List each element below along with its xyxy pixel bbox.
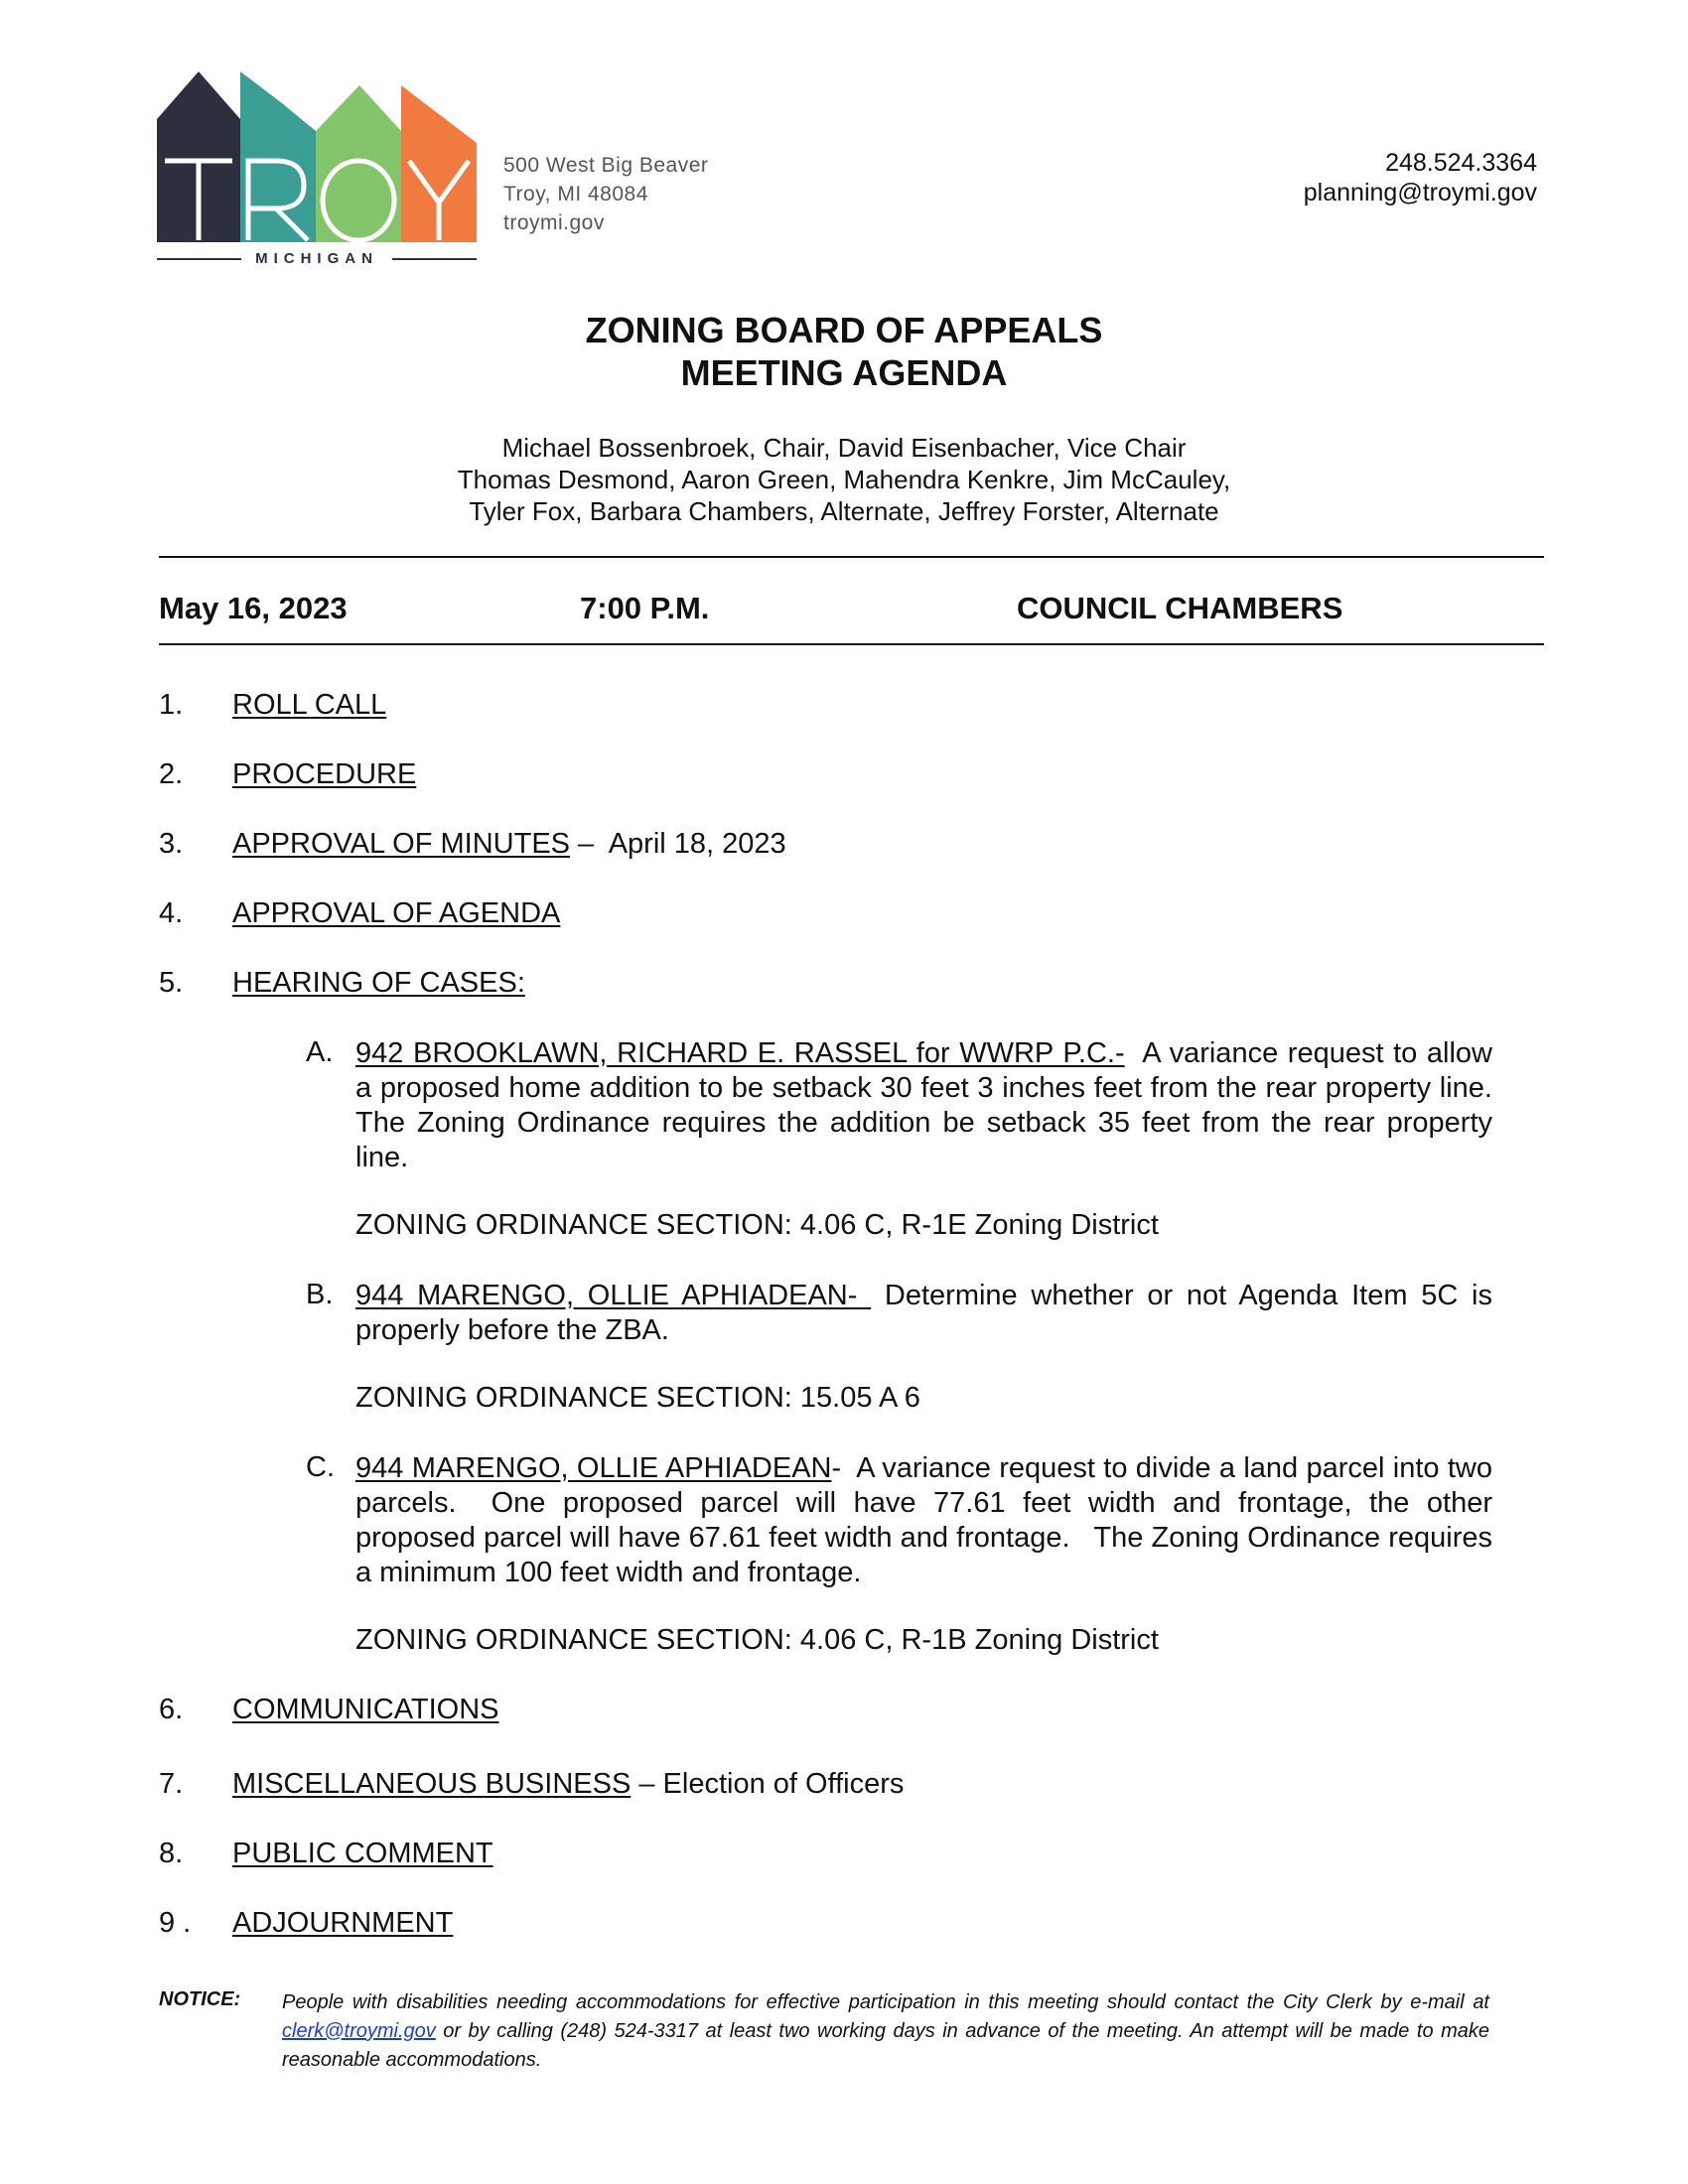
clerk-email-link[interactable]: clerk@troymi.gov <box>282 2020 436 2042</box>
case-section: ZONING ORDINANCE SECTION: 15.05 A 6 <box>355 1382 920 1414</box>
agenda-number: 9 . <box>159 1907 192 1939</box>
agenda-title: APPROVAL OF MINUTES <box>232 828 570 860</box>
agenda-title: MISCELLANEOUS BUSINESS <box>232 1768 632 1800</box>
case-letter: C. <box>306 1451 335 1483</box>
agenda-number: 4. <box>159 897 184 929</box>
agenda-number: 2. <box>159 758 184 790</box>
case-heading: 944 MARENGO, OLLIE APHIADEAN <box>355 1452 832 1484</box>
agenda-item-procedure <box>232 758 416 791</box>
agenda-number: 8. <box>159 1838 184 1869</box>
notice-text <box>282 1988 1489 2075</box>
agenda-number: 5. <box>159 967 184 999</box>
agenda-item-public-comment <box>232 1838 493 1870</box>
notice-text-before: People with disabilities needing accommodations for effective participation in this meeting should contact the City Clerk by e-mail at <box>282 1991 1489 2013</box>
agenda-title: HEARING OF CASES: <box>232 967 525 999</box>
agenda-title: APPROVAL OF AGENDA <box>232 897 561 929</box>
agenda-item-miscellaneous-business <box>232 1768 904 1801</box>
agenda-item-roll-call <box>232 689 386 722</box>
agenda-suffix: – April 18, 2023 <box>570 828 786 860</box>
agenda-item-adjournment <box>232 1907 453 1940</box>
agenda-item-approval-of-agenda <box>232 897 560 930</box>
divider-bottom <box>159 643 1544 645</box>
agenda-number: 7. <box>159 1768 184 1800</box>
website[interactable]: troymi.gov <box>503 211 605 234</box>
agenda-number: 1. <box>159 689 184 721</box>
agenda-number: 3. <box>159 828 184 860</box>
agenda-title: PROCEDURE <box>232 758 417 790</box>
document-subtitle: MEETING AGENDA <box>680 352 1008 393</box>
agenda-title: PUBLIC COMMENT <box>232 1838 493 1869</box>
case-section: ZONING ORDINANCE SECTION: 4.06 C, R-1B Zoning District <box>355 1624 1159 1656</box>
agenda-item-hearing-of-cases <box>232 967 525 1000</box>
agenda-suffix: – Election of Officers <box>631 1768 905 1800</box>
case-a <box>355 1036 1509 1175</box>
notice-label: NOTICE: <box>159 1988 241 2010</box>
logo-subtitle: MICHIGAN <box>255 250 378 267</box>
case-heading: 944 MARENGO, OLLIE APHIADEAN- <box>355 1280 872 1311</box>
meeting-date: May 16, 2023 <box>159 591 348 625</box>
address-line-2: Troy, MI 48084 <box>503 183 648 205</box>
case-letter: B. <box>306 1279 334 1310</box>
phone-number: 248.524.3364 <box>1385 149 1537 177</box>
case-heading: 942 BROOKLAWN, RICHARD E. RASSEL for WWRP P.C.- <box>355 1037 1125 1069</box>
agenda-number: 6. <box>159 1694 184 1725</box>
case-section: ZONING ORDINANCE SECTION: 4.06 C, R-1E Zoning District <box>355 1209 1159 1241</box>
members-line-2: Thomas Desmond, Aaron Green, Mahendra Kenkre, Jim McCauley, <box>457 465 1231 494</box>
address-line-1: 500 West Big Beaver <box>503 154 709 177</box>
agenda-title: ROLL CALL <box>232 689 387 721</box>
case-body: A variance request to allow a proposed home addition to be setback 30 feet 3 inches feet from the rear property line. The Zoning Ordinance requires the addition be setback 35 feet from the rear property line. <box>355 1037 1509 1173</box>
case-b <box>355 1279 1492 1348</box>
case-body: Determine whether or not Agenda Item 5C is properly before the ZBA. <box>355 1280 1492 1346</box>
agenda-title: COMMUNICATIONS <box>232 1694 499 1725</box>
planning-email[interactable]: planning@troymi.gov <box>1303 179 1537 206</box>
members-line-1: Michael Bossenbroek, Chair, David Eisenbacher, Vice Chair <box>501 433 1187 463</box>
document-title: ZONING BOARD OF APPEALS <box>585 310 1103 350</box>
logo-tagline <box>157 250 477 267</box>
agenda-item-communications <box>232 1694 499 1726</box>
case-c <box>355 1451 1501 1590</box>
case-letter: A. <box>306 1036 334 1068</box>
agenda-title: ADJOURNMENT <box>232 1907 454 1939</box>
notice-text-after: or by calling (248) 524-3317 at least two working days in advance of the meeting. An attempt will be made to make reasonable accommodations. <box>282 2020 1489 2071</box>
meeting-time: 7:00 P.M. <box>580 591 710 625</box>
troy-logo-graphic <box>157 71 477 250</box>
meeting-location: COUNCIL CHAMBERS <box>1017 591 1343 625</box>
agenda-item-approval-of-minutes <box>232 828 786 861</box>
divider-top <box>159 556 1544 558</box>
members-line-3: Tyler Fox, Barbara Chambers, Alternate, Jeffrey Forster, Alternate <box>469 496 1219 526</box>
troy-logo <box>157 71 477 270</box>
case-body: - A variance request to divide a land parcel into two parcels. One proposed parcel will have 77.61 feet width and frontage, the other proposed parcel will have 67.61 feet width and frontage. The Zoning Ordinance requires a minimum 100 feet width and frontage. <box>355 1452 1501 1588</box>
